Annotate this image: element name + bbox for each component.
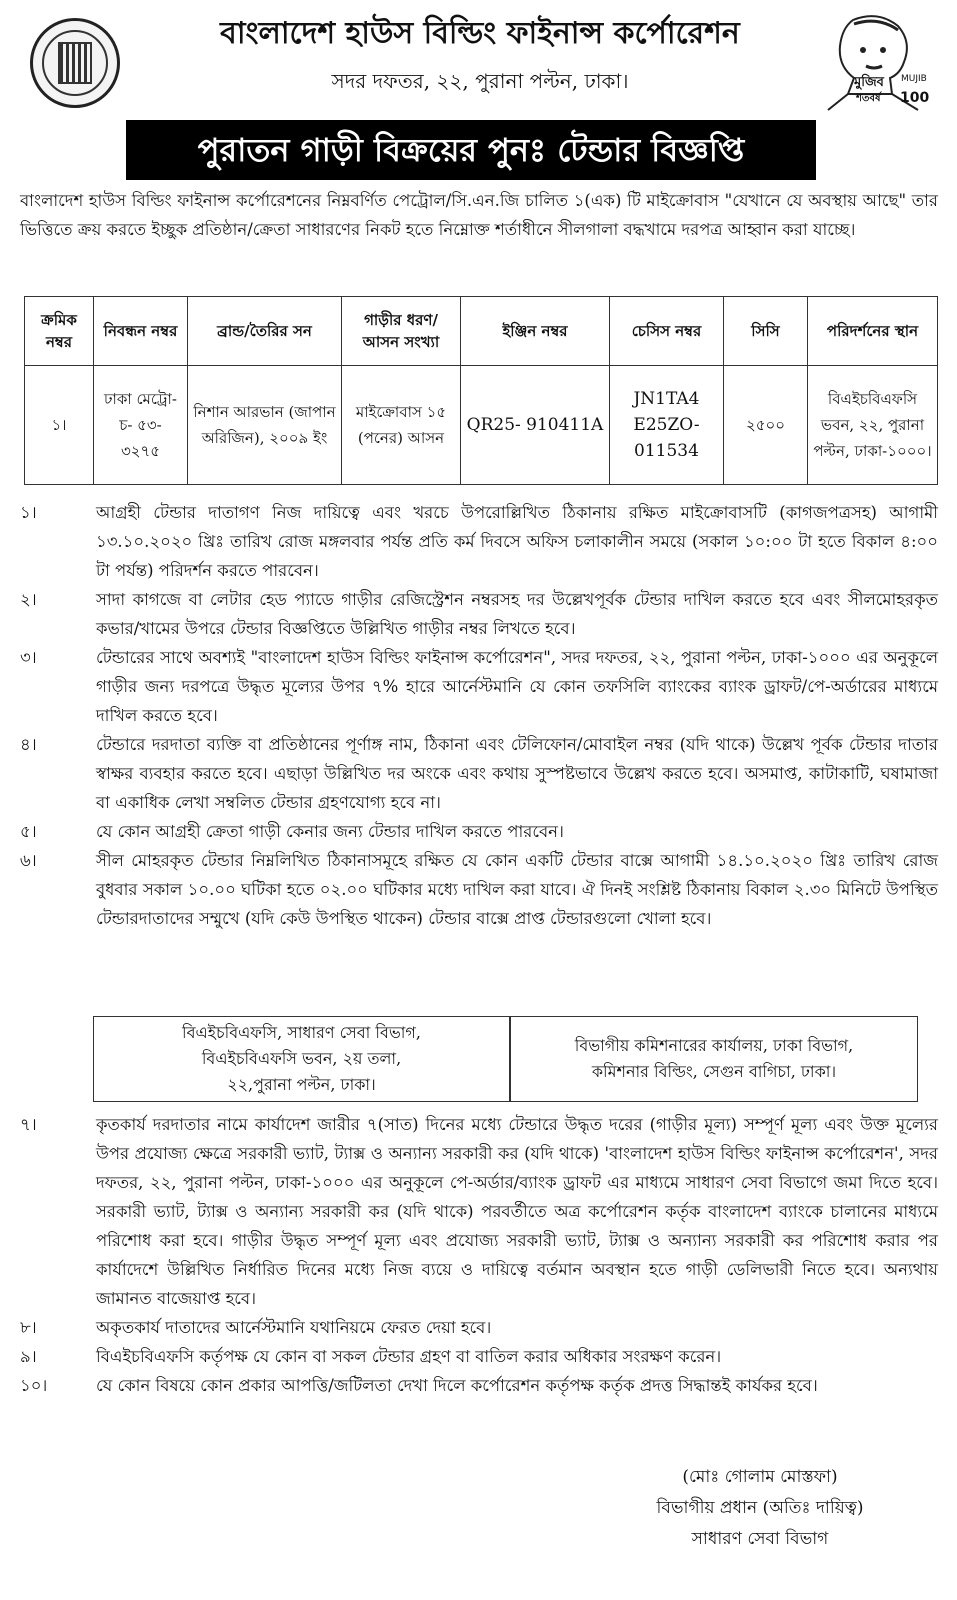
serial-cell: ১। bbox=[25, 366, 94, 485]
item-number: ২। bbox=[20, 590, 37, 609]
item-number: ৯। bbox=[20, 1347, 37, 1366]
column-header: পরিদর্শনের স্থান bbox=[808, 297, 938, 366]
logo-ring bbox=[42, 30, 108, 96]
list-item bbox=[20, 817, 938, 846]
item-number: ৫। bbox=[20, 822, 37, 841]
item-text: বিএইচবিএফসি কর্তৃপক্ষ যে কোন বা সকল টেন্ডার গ্রহণ বা বাতিল করার অধিকার সংরক্ষণ করেন। bbox=[96, 1347, 722, 1366]
conditions-list-continued bbox=[20, 1110, 938, 1400]
item-text: আগ্রহী টেন্ডার দাতাগণ নিজ দায়িত্বে এবং খরচে উপরোল্লিখিত ঠিকানায় রক্ষিত মাইক্রোবাসটি (কাগজপত্রসহ) আগামী ১৩.১০.২০২০ খ্রিঃ তারিখ রোজ মঙ্গলবার পর্যন্ত প্রতি কর্ম দিবসে অফিস চলাকালীন সময়ে (সকাল ১০:০০ টা হতে বিকাল ৪:০০ টা পর্যন্ত) পরিদর্শন করতে পারবেন। bbox=[96, 503, 938, 580]
building-icon bbox=[58, 42, 92, 84]
intro-paragraph: বাংলাদেশ হাউস বিল্ডিং ফাইনান্স কর্পোরেশনের নিম্নবর্ণিত পেট্রোল/সি.এন.জি চালিত ১(এক) টি মাইক্রোবাস "যেখানে যে অবস্থায় আছে" তার ভিত্তিতে ক্রয় করতে ইচ্ছুক প্রতিষ্ঠান/ক্রেতা সাধারণের নিকট হতে নিম্নোক্ত শর্তাধীনে সীলগালা বদ্ধখামে দরপত্র আহ্বান করা যাচ্ছে। bbox=[20, 191, 938, 239]
list-item bbox=[20, 585, 938, 643]
table-header-row bbox=[25, 297, 938, 366]
organization-name: বাংলাদেশ হাউস বিল্ডিং ফাইনান্স কর্পোরেশন bbox=[220, 16, 740, 51]
column-header: সিসি bbox=[724, 297, 808, 366]
signature-block bbox=[600, 1462, 920, 1555]
list-item bbox=[20, 1313, 938, 1342]
tender-box-address-left bbox=[93, 1016, 510, 1102]
column-header: গাড়ীর ধরণ/ আসন সংখ্যা bbox=[342, 297, 461, 366]
inspection-place-cell: বিএইচবিএফসি ভবন, ২২, পুরানা পল্টন, ঢাকা-১০০০। bbox=[808, 366, 938, 485]
vehicle-table bbox=[24, 296, 938, 485]
column-header: ইঞ্জিন নম্বর bbox=[461, 297, 610, 366]
mujib-logo-text: মুজিব bbox=[854, 75, 884, 90]
list-item bbox=[20, 1342, 938, 1371]
column-header: ক্রমিক নম্বর bbox=[25, 297, 94, 366]
table-row bbox=[25, 366, 938, 485]
item-text: টেন্ডারে দরদাতা ব্যক্তি বা প্রতিষ্ঠানের পূর্ণাঙ্গ নাম, ঠিকানা এবং টেলিফোন/মোবাইল নম্বর (যদি থাকে) উল্লেখ পূর্বক টেন্ডার দাতার স্বাক্ষর ব্যবহার করতে হবে। এছাড়া উল্লিখিত দর অংকে এবং কথায় সুস্পষ্টভাবে উল্লেখ করতে হবে। অসমাপ্ত, কাটাকাটি, ঘষামাজা বা একাধিক লেখা সম্বলিত টেন্ডার গ্রহণযোগ্য হবে না। bbox=[96, 735, 938, 812]
item-number: ৮। bbox=[20, 1318, 37, 1337]
column-header: ব্রান্ড/তৈরির সন bbox=[188, 297, 342, 366]
chassis-number-cell: JN1TA4 E25ZO- 011534 bbox=[610, 366, 724, 485]
item-text: সীল মোহরকৃত টেন্ডার নিম্নলিখিত ঠিকানাসমূহে রক্ষিত যে কোন একটি টেন্ডার বাক্সে আগামী ১৪.১০.২০২০ খ্রিঃ তারিখ রোজ বুধবার সকাল ১০.০০ ঘটিকা হতে ০২.০০ ঘটিকার মধ্যে দাখিল করা যাবে। ঐ দিনই সংশ্লিষ্ট ঠিকানায় বিকাল ২.৩০ মিনিটে উপস্থিত টেন্ডারদাতাদের সম্মুখে (যদি কেউ উপস্থিত থাকেন) টেন্ডার বাক্সে প্রাপ্ত টেন্ডারগুলো খোলা হবে। bbox=[96, 851, 938, 928]
item-text: টেন্ডারের সাথে অবশ্যই "বাংলাদেশ হাউস বিল্ডিং ফাইনান্স কর্পোরেশন", সদর দফতর, ২২, পুরানা পল্টন, ঢাকা-১০০০ এর অনুকূলে গাড়ীর জন্য দরপত্রে উদ্ধৃত মূল্যের উপর ৭% হারে আর্নেস্টমানি যে কোন তফসিলি ব্যাংকের ব্যাংক ড্রাফট/পে-অর্ডারের মাধ্যমে দাখিল করতে হবে। bbox=[96, 648, 938, 725]
item-text: যে কোন বিষয়ে কোন প্রকার আপত্তি/জটিলতা দেখা দিলে কর্পোরেশন কর্তৃপক্ষ কর্তৃক প্রদত্ত সিদ্ধান্তই কার্যকর হবে। bbox=[96, 1376, 818, 1395]
item-number: ৩। bbox=[20, 648, 37, 667]
list-item bbox=[20, 498, 938, 585]
mujib-logo-sub: শতবর্ষ bbox=[856, 93, 881, 104]
list-item bbox=[20, 1110, 938, 1313]
mujib-logo-en: MUJIB bbox=[901, 74, 927, 84]
mujib-centenary-logo bbox=[808, 12, 928, 112]
item-number: ১। bbox=[20, 503, 37, 522]
notice-banner-title: পুরাতন গাড়ী বিক্রয়ের পুনঃ টেন্ডার বিজ্ঞপ্তি bbox=[126, 120, 816, 180]
item-text: কৃতকার্য দরদাতার নামে কার্যাদেশ জারীর ৭(সাত) দিনের মধ্যে টেন্ডারে উদ্ধৃত দরের (গাড়ীর মূল্য) সম্পূর্ণ মূল্য এবং উক্ত মূল্যের উপর প্রযোজ্য ক্ষেত্রে সরকারী ভ্যাট, ট্যাক্স ও অন্যান্য সরকারী কর (যদি থাকে) 'বাংলাদেশ হাউস বিল্ডিং ফাইনান্স কর্পোরেশন', সদর দফতর, ২২, পুরানা পল্টন, ঢাকা-১০০০ এর অনুকূলে পে-অর্ডার/ব্যাংক ড্রাফট এর মাধ্যমে সাধারণ সেবা বিভাগে জমা দিতে হবে। সরকারী ভ্যাট, ট্যাক্স ও অন্যান্য সরকারী কর (যদি থাকে) পরবর্তীতে অত্র কর্পোরেশন কর্তৃক বাংলাদেশ ব্যাংকে চালানের মাধ্যমে পরিশোধ করা হবে। গাড়ীর উদ্ধৃত সম্পূর্ণ মূল্য এবং প্রযোজ্য সরকারী ভ্যাট, ট্যাক্স ও অন্যান্য সরকারী কর পরিশোধ করার পর কার্যাদেশে উল্লিখিত নির্ধারিত দিনের মধ্যে নিজ ব্যয়ে ও দায়িত্বে বর্তমান অবস্থান হতে গাড়ী ডেলিভারী নিতে হবে। অন্যথায় জামানত বাজেয়াপ্ত হবে। bbox=[96, 1115, 938, 1308]
item-text: অকৃতকার্য দাতাদের আর্নেস্টমানি যথানিয়মে ফেরত দেয়া হবে। bbox=[96, 1318, 492, 1337]
corporation-logo bbox=[30, 18, 120, 108]
signatory-designation: বিভাগীয় প্রধান (অতিঃ দায়িত্ব) bbox=[656, 1498, 864, 1518]
item-text: যে কোন আগ্রহী ক্রেতা গাড়ী কেনার জন্য টেন্ডার দাখিল করতে পারবেন। bbox=[96, 822, 564, 841]
column-header: নিবন্ধন নম্বর bbox=[94, 297, 188, 366]
item-number: ৭। bbox=[20, 1115, 37, 1134]
list-item bbox=[20, 643, 938, 730]
address-line: বিভাগীয় কমিশনারের কার্যালয়, ঢাকা বিভাগ, bbox=[574, 1036, 854, 1055]
address-line: বিএইচবিএফসি ভবন, ২য় তলা, bbox=[201, 1049, 402, 1068]
item-number: ৪। bbox=[20, 735, 37, 754]
conditions-list bbox=[20, 498, 938, 933]
signatory-name: (মোঃ গোলাম মোস্তফা) bbox=[682, 1467, 838, 1487]
list-item bbox=[20, 730, 938, 817]
mujib-logo-number: 100 bbox=[900, 90, 930, 106]
item-text: সাদা কাগজে বা লেটার হেড প্যাডে গাড়ীর রেজিস্ট্রেশন নম্বরসহ দর উল্লেখপূর্বক টেন্ডার দাখিল করতে হবে এবং সীলমোহরকৃত কভার/খামের উপরে টেন্ডার বিজ্ঞপ্তিতে উল্লিখিত গাড়ীর নম্বর লিখতে হবে। bbox=[96, 590, 938, 638]
brand-cell: নিশান আরভান (জাপান অরিজিন), ২০০৯ ইং bbox=[188, 366, 342, 485]
column-header: চেসিস নম্বর bbox=[610, 297, 724, 366]
address-line: কমিশনার বিল্ডিং, সেগুন বাগিচা, ঢাকা। bbox=[591, 1062, 837, 1081]
cc-cell: ২৫০০ bbox=[724, 366, 808, 485]
item-number: ১০। bbox=[20, 1376, 48, 1395]
organization-address: সদর দফতর, ২২, পুরানা পল্টন, ঢাকা। bbox=[331, 69, 629, 93]
vehicle-type-cell: মাইক্রোবাস ১৫ (পনের) আসন bbox=[342, 366, 461, 485]
registration-cell: ঢাকা মেট্রো-চ- ৫৩- ৩২৭৫ bbox=[94, 366, 188, 485]
engine-number-cell: QR25- 910411A bbox=[461, 366, 610, 485]
tender-box-address-right bbox=[510, 1016, 918, 1102]
list-item bbox=[20, 1371, 938, 1400]
address-line: ২২,পুরানা পল্টন, ঢাকা। bbox=[227, 1075, 376, 1094]
address-line: বিএইচবিএফসি, সাধারণ সেবা বিভাগ, bbox=[182, 1023, 421, 1042]
list-item bbox=[20, 846, 938, 933]
item-number: ৬। bbox=[20, 851, 37, 870]
signatory-department: সাধারণ সেবা বিভাগ bbox=[691, 1529, 829, 1549]
